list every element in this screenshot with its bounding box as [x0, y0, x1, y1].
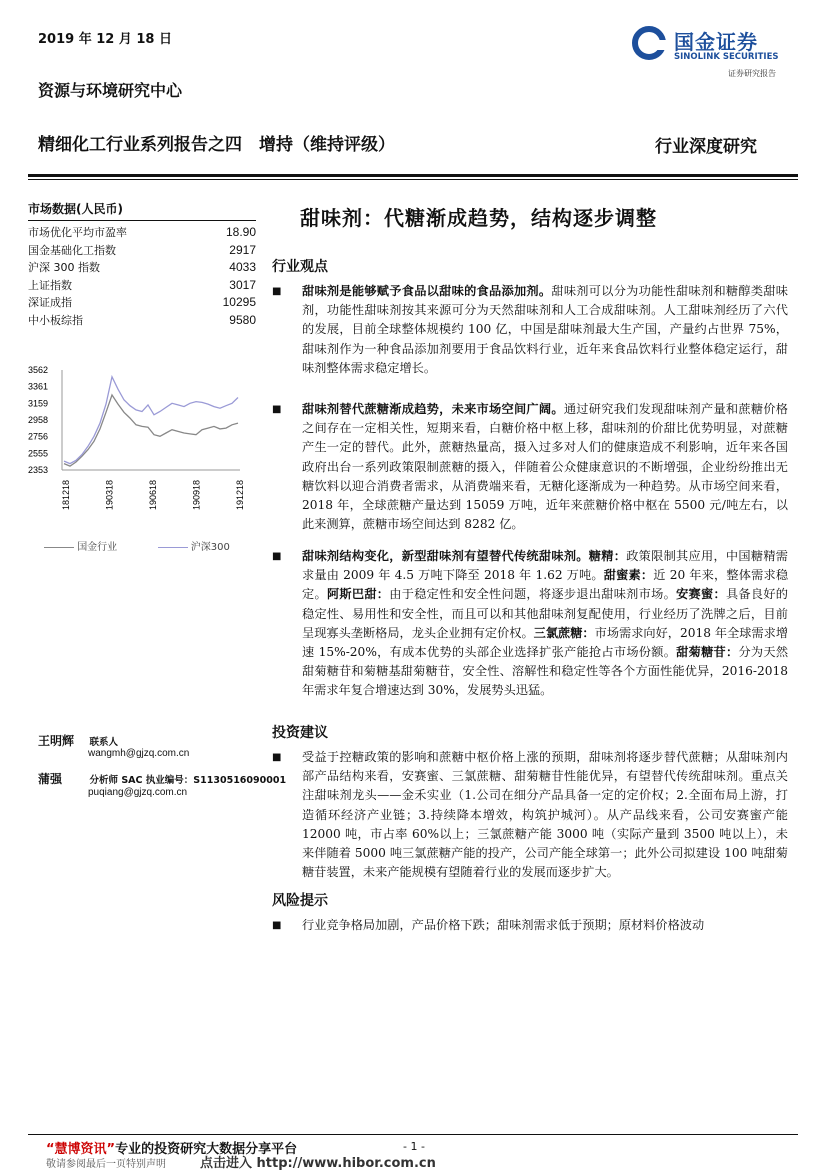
para-2-lead: 甜味剂替代蔗糖渐成趋势，未来市场空间广阔。 [302, 402, 564, 416]
market-row-label: 深证成指 [28, 296, 72, 309]
author-2-role: 分析师 SAC 执业编号：S1130516090001 [89, 775, 287, 786]
author-2 [38, 770, 286, 787]
y-tick-label: 3159 [28, 398, 49, 409]
bullet-2-icon: ■ [272, 404, 282, 415]
section-risk: 风险提示 [272, 893, 328, 909]
author-2-email[interactable]: puqiang@gjzq.com.cn [88, 787, 188, 798]
para-3-a: 政策限制其应用，中国糖精需求量由 2009 年 4.5 万吨下降至 2018 年 1.62 万吨。 [302, 549, 788, 583]
para-3-lead-3: 阿斯巴甜： [326, 587, 390, 602]
para-3-lead-6: 甜菊糖苷： [676, 645, 739, 660]
market-data-heading: 市场数据(人民币) [28, 200, 256, 221]
y-tick-label: 2353 [28, 465, 49, 475]
logo-cn-text: 国金证券 [674, 30, 758, 54]
para-4: 受益于控糖政策的影响和蔗糖中枢价格上涨的预期，甜味剂将逐步替代蔗糖；从甜味剂内部产品结构来看，安赛蜜、三氯蔗糖、甜菊糖苷性能优异，有望替代传统甜味剂。重点关注甜味剂龙头——金禾实业（1.公司在细分产品具备一定的定价权；2.全面布局上游，打造循环经济产业链；3.持续降本增效，构筑护城河）。从产品线来看，公司安赛蜜产能 12000 吨，市占率 60%以上；三氯蔗糖产能 3000 吨（实际产量到 3500 吨以上），未来伴随着 5000 吨三氯蔗糖产能的投产，公司产能全球第一；此外公司拟建设 100 吨甜菊糖苷装置，未来产能规模有望随着行业的发展而逐步扩大。 [302, 750, 788, 880]
market-row-value: 3017 [229, 277, 256, 292]
author-2-name: 蒲强 [38, 772, 63, 786]
market-row [28, 242, 256, 260]
para-3-f: 分为天然甜菊糖苷和菊糖基甜菊糖苷，安全性、溶解性和稳定性等各个方面性能优异，2016-2018 年需求年复合增速达到 30%，发展势头迅猛。 [302, 645, 789, 698]
y-tick-label: 2555 [28, 448, 49, 459]
report-title: 甜味剂：代糖渐成趋势，结构逐步调整 [300, 206, 657, 230]
author-1-email[interactable]: wangmh@gjzq.com.cn [88, 748, 190, 759]
header-rule-thin [28, 179, 798, 180]
legend-label-1: 国金行业 [77, 542, 118, 553]
logo-sub-text: 证券研究报告 [728, 69, 776, 78]
market-row-value: 4033 [229, 260, 256, 274]
para-3-d: 具备良好的稳定性、易用性和安全性，而且可以和其他甜味剂复配使用，行业经历了洗牌之后，目前呈现寡头垄断格局，龙头企业拥有定价权。 [302, 587, 788, 640]
para-2 [302, 400, 788, 534]
market-row [28, 294, 256, 312]
company-logo [632, 22, 792, 82]
market-row [28, 224, 256, 242]
index-chart [28, 360, 256, 560]
market-row [28, 259, 256, 277]
market-row-label: 上证指数 [28, 278, 72, 292]
y-tick-label: 2958 [28, 415, 49, 425]
footer-rule [28, 1134, 798, 1135]
para-1 [302, 282, 788, 378]
market-row-value: 10295 [222, 295, 256, 309]
market-row-value: 9580 [229, 312, 256, 327]
legend-label-2: 沪深300 [190, 542, 230, 553]
logo-mark-icon [632, 26, 666, 60]
author-1 [38, 732, 118, 749]
bullet-1-icon: ■ [272, 286, 282, 297]
footer-brand: “慧博资讯” [46, 1142, 116, 1157]
y-tick-label: 3361 [28, 381, 49, 392]
author-1-name: 王明辉 [38, 734, 75, 748]
legend-line-2 [158, 547, 188, 548]
market-row [28, 277, 256, 295]
market-row-label: 中小板综指 [28, 313, 83, 327]
report-date: 2019 年 12 月 18 日 [38, 32, 172, 47]
x-tick-label: 190318 [104, 479, 115, 510]
research-center: 资源与环境研究中心 [38, 81, 183, 100]
footer-disclaimer: 敬请参阅最后一页特别声明 [46, 1159, 166, 1170]
para-1-body: 甜味剂可以分为功能性甜味剂和糖醇类甜味剂，功能性甜味剂按其来源可分为天然甜味剂和人工合成甜味剂。人工甜味剂经历了六代的发展，目前全球整体规模约 100 亿，中国是甜味剂最大生产国，产量约占世界 75%，甜味剂作为一种食品添加剂要用于食品饮料行业，近年来食品饮料行业整体稳定运行，甜味剂整体需求稳定增长。 [302, 284, 788, 375]
footer-slogan: 专业的投资研究大数据分享平台 [115, 1142, 298, 1157]
para-1-lead: 甜味剂是能够赋予食品以甜味的食品添加剂。 [302, 284, 552, 298]
bullet-4-icon: ■ [272, 752, 282, 763]
para-3 [302, 547, 788, 701]
header-rule-thick [28, 174, 798, 177]
section-advice: 投资建议 [272, 725, 328, 741]
bullet-5-icon: ■ [272, 920, 282, 931]
para-5: 行业竞争格局加剧，产品价格下跌；甜味剂需求低于预期；原材料价格波动 [302, 918, 705, 932]
para-2-body: 通过研究我们发现甜味剂产量和蔗糖价格之间存在一定相关性，短期来看，白糖价格中枢上移，甜味剂的价甜比优势明显，对蔗糖产生一定的替代。此外，蔗糖热量高，摄入过多对人们的健康造成不利影响，近年来各国政府出台一系列政策限制蔗糖的摄入，伴随着公众健康意识的不断增强，企业纷纷推出无糖饮料以迎合消费者需求，从消费端来看，无糖化逐渐成为一种趋势。从市场空间来看，2018 年，全球蔗糖产量达到 15059 万吨，近年来蔗糖价格中枢在 5500 元/吨左右，以此来测算，蔗糖市场空间达到 8282 亿。 [302, 402, 788, 532]
market-row-label: 市场优化平均市盈率 [28, 226, 127, 239]
market-row-label: 沪深 300 指数 [28, 261, 100, 274]
x-tick-label: 181218 [61, 479, 71, 510]
y-tick-label: 2756 [28, 431, 49, 442]
para-3-lead-4: 安赛蜜： [676, 587, 726, 602]
market-row-label: 国金基础化工指数 [28, 243, 116, 257]
x-tick-label: 190918 [191, 479, 202, 510]
y-tick-label: 3562 [28, 365, 49, 375]
footer-link[interactable]: 点击进入 http://www.hibor.com.cn [200, 1156, 436, 1171]
market-data-panel [28, 200, 256, 329]
para-3-lead: 甜味剂结构变化，新型甜味剂有望替代传统甜味剂。糖精： [302, 549, 627, 563]
market-row-value: 18.90 [225, 225, 256, 239]
market-row [28, 312, 256, 330]
para-3-lead-2: 甜蜜素： [603, 568, 654, 583]
para-3-lead-5: 三氯蔗糖： [533, 625, 595, 640]
page-number: - 1 - [403, 1140, 425, 1153]
doc-type: 行业深度研究 [655, 137, 757, 157]
x-tick-label: 190618 [148, 479, 158, 510]
para-3-e: 市场需求向好，2018 年全球需求增速 15%-20%，有成本优势的头部企业选择扩张产能抢占市场份额。 [302, 625, 789, 660]
para-3-c: 由于稳定性和安全性问题，将逐步退出甜味剂市场。 [389, 587, 677, 602]
x-tick-label: 191218 [235, 479, 245, 510]
bullet-3-icon: ■ [272, 551, 282, 562]
para-3-b: 近 20 年来，整体需求稳定。 [302, 568, 789, 602]
series-line-2 [64, 377, 238, 464]
chart-legend [44, 538, 230, 553]
legend-line-1 [44, 547, 74, 548]
section-view: 行业观点 [272, 259, 328, 275]
market-row-value: 2917 [229, 242, 256, 257]
logo-en-text: SINOLINK SECURITIES [674, 52, 779, 62]
series-title: 精细化工行业系列报告之四 增持（维持评级） [38, 135, 395, 155]
author-1-role: 联系人 [89, 737, 119, 748]
